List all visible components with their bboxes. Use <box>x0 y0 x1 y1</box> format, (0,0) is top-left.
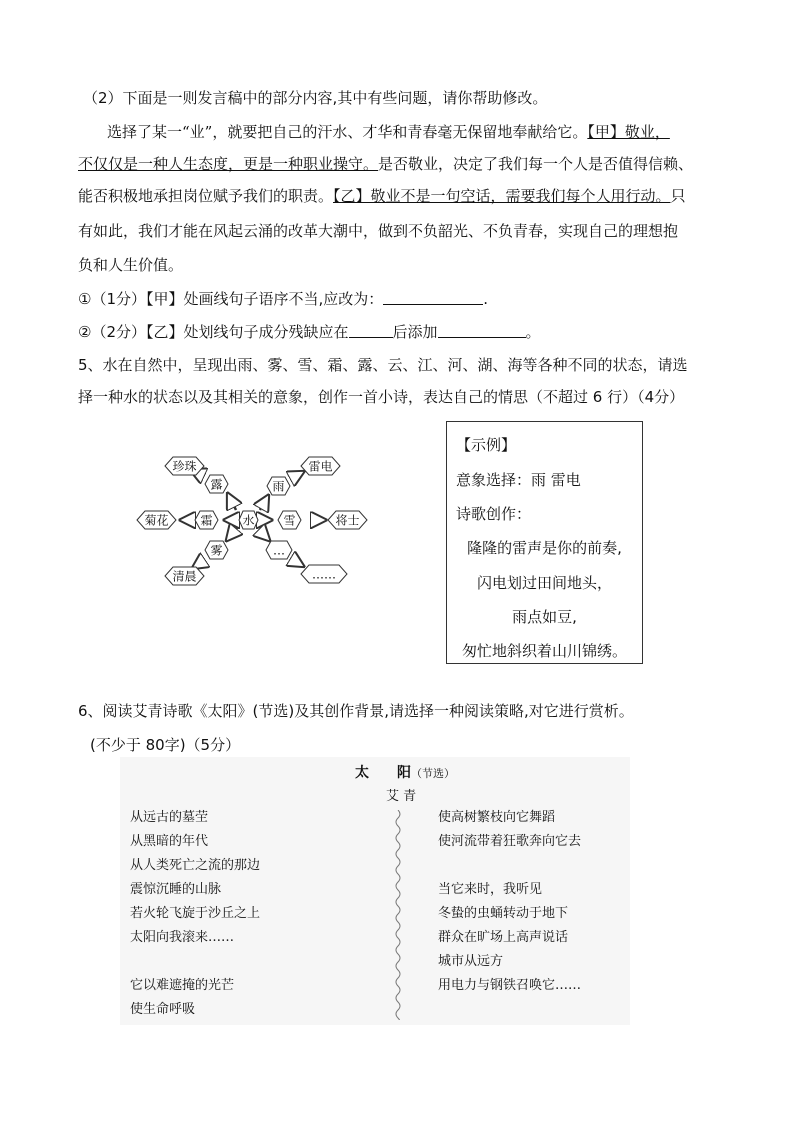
passage-line-2 <box>78 153 693 174</box>
poem-title-note: （节选） <box>411 767 455 780</box>
poem-left-line-9: 使生命呼吸 <box>130 1002 196 1017</box>
passage-line-2-plain: 是否敬业，决定了我们每一个人是否值得信赖、 <box>378 155 694 173</box>
poem-right-line-4: 当它来时，我听见 <box>438 882 543 897</box>
poem-left-line-5: 若火轮飞旋于沙丘之上 <box>130 906 261 921</box>
poem-right-line-6: 群众在旷场上高声说话 <box>438 930 569 945</box>
poem-left-line-8: 它以难遮掩的光芒 <box>130 978 235 993</box>
example-image-choice: 意象选择：雨 雷电 <box>456 471 581 489</box>
poem-left-line-6: 太阳向我滚来…… <box>130 930 235 945</box>
poem-right-line-2: 使河流带着狂歌奔向它去 <box>438 834 582 849</box>
mindmap-state-3: 霜 <box>200 513 213 528</box>
example-poem-line-4: 匆忙地斜织着山川锦绣。 <box>461 642 627 660</box>
mindmap-image-5: 清晨 <box>172 569 197 584</box>
passage-yi-underline: 【乙】敬业不是一句空话，需要我们每个人用行动。 <box>333 187 671 205</box>
mindmap-image-3: 菊花 <box>144 513 169 528</box>
answer-blank-2b[interactable] <box>438 323 526 338</box>
mindmap-image-2: 雷电 <box>308 459 333 474</box>
sub-question-2-text-b: 后添加 <box>392 323 438 341</box>
poem-column-divider <box>392 810 404 1020</box>
answer-blank-2a[interactable] <box>349 323 393 338</box>
answer-blank-1[interactable] <box>383 290 483 305</box>
sub-question-1-text: ①（1分）【甲】处画线句子语序不当,应改为： <box>78 290 384 308</box>
poem-left-line-4: 震惊沉睡的山脉 <box>130 882 222 897</box>
poem-right-line-7: 城市从远方 <box>438 954 504 969</box>
q6-line-1: 6、阅读艾青诗歌《太阳》(节选)及其创作背景,请选择一种阅读策略,对它进行赏析。 <box>78 702 634 720</box>
poem-title <box>355 762 455 782</box>
q4-2-prompt: （2）下面是一则发言稿中的部分内容,其中有些问题，请你帮助修改。 <box>83 89 548 107</box>
passage-jia-underline-1: 【甲】敬业， <box>587 123 670 141</box>
mindmap-image-6: …… <box>312 567 336 582</box>
sub-question-1-end: . <box>483 290 489 308</box>
poem-right-line-8: 用电力与钢铁召唤它…… <box>438 978 582 993</box>
mindmap-state-6: … <box>273 543 285 558</box>
poem-title-part-2: 阳 <box>397 765 411 781</box>
passage-line-5: 负和人生价值。 <box>78 256 184 274</box>
passage-line-4: 有如此，我们才能在风起云涌的改革大潮中，做到不负韶光、不负青春，实现自己的理想抱 <box>78 222 679 240</box>
passage-line-3-plain: 能否积极地承担岗位赋予我们的职责。 <box>78 187 334 205</box>
mindmap-state-5: 雾 <box>210 543 223 558</box>
q5-line-1: 5、水在自然中，呈现出雨、雾、雪、霜、露、云、江、河、湖、海等各种不同的状态，请选 <box>78 356 688 374</box>
water-mindmap-diagram <box>125 448 425 598</box>
passage-jia-underline-2: 不仅仅是一种人生态度，更是一种职业操守。 <box>78 155 379 173</box>
poem-left-line-3: 从人类死亡之流的那边 <box>130 858 261 873</box>
example-box <box>446 421 643 664</box>
mindmap-image-4: 将士 <box>335 513 360 528</box>
example-title: 【示例】 <box>456 436 517 454</box>
passage-line-3-tail: 只 <box>670 187 686 205</box>
sub-question-2-text-a: ②（2分）【乙】处划线句子成分残缺应在 <box>78 323 349 341</box>
passage-line-3 <box>78 185 686 206</box>
example-poem-line-2: 闪电划过田间地头， <box>476 574 612 592</box>
poem-left-line-2: 从黑暗的年代 <box>130 834 209 849</box>
poem-right-line-5: 冬蛰的虫蛹转动于地下 <box>438 906 569 921</box>
mindmap-state-4: 雪 <box>283 513 296 528</box>
sub-question-1 <box>78 288 488 309</box>
sub-question-2-end: 。 <box>525 323 541 341</box>
poem-author: 艾 青 <box>386 789 417 804</box>
poem-left-line-1: 从远古的墓茔 <box>130 810 209 825</box>
example-poem-line-3: 雨点如豆, <box>512 608 577 626</box>
example-poem-line-1: 隆隆的雷声是你的前奏, <box>467 539 622 557</box>
mindmap-state-1: 露 <box>210 477 223 492</box>
passage-line-1-plain: 选择了某一“业”，就要把自己的汗水、才华和青春毫无保留地奉献给它。 <box>107 123 588 141</box>
q5-line-2: 择一种水的状态以及其相关的意象，创作一首小诗，表达自己的情思（不超过 6 行）（4分） <box>78 388 685 406</box>
poem-right-line-1: 使高树繁枝向它舞蹈 <box>438 810 556 825</box>
mindmap-image-1: 珍珠 <box>172 459 197 474</box>
mindmap-state-2: 雨 <box>272 479 285 494</box>
mindmap-center-label: 水 <box>242 513 255 528</box>
poem-title-part-1: 太 <box>355 765 369 781</box>
sub-question-2 <box>78 321 541 342</box>
passage-line-1 <box>107 121 670 142</box>
q6-line-2: (不少于 80字)（5分） <box>90 736 241 754</box>
example-creation-label: 诗歌创作： <box>456 505 532 523</box>
